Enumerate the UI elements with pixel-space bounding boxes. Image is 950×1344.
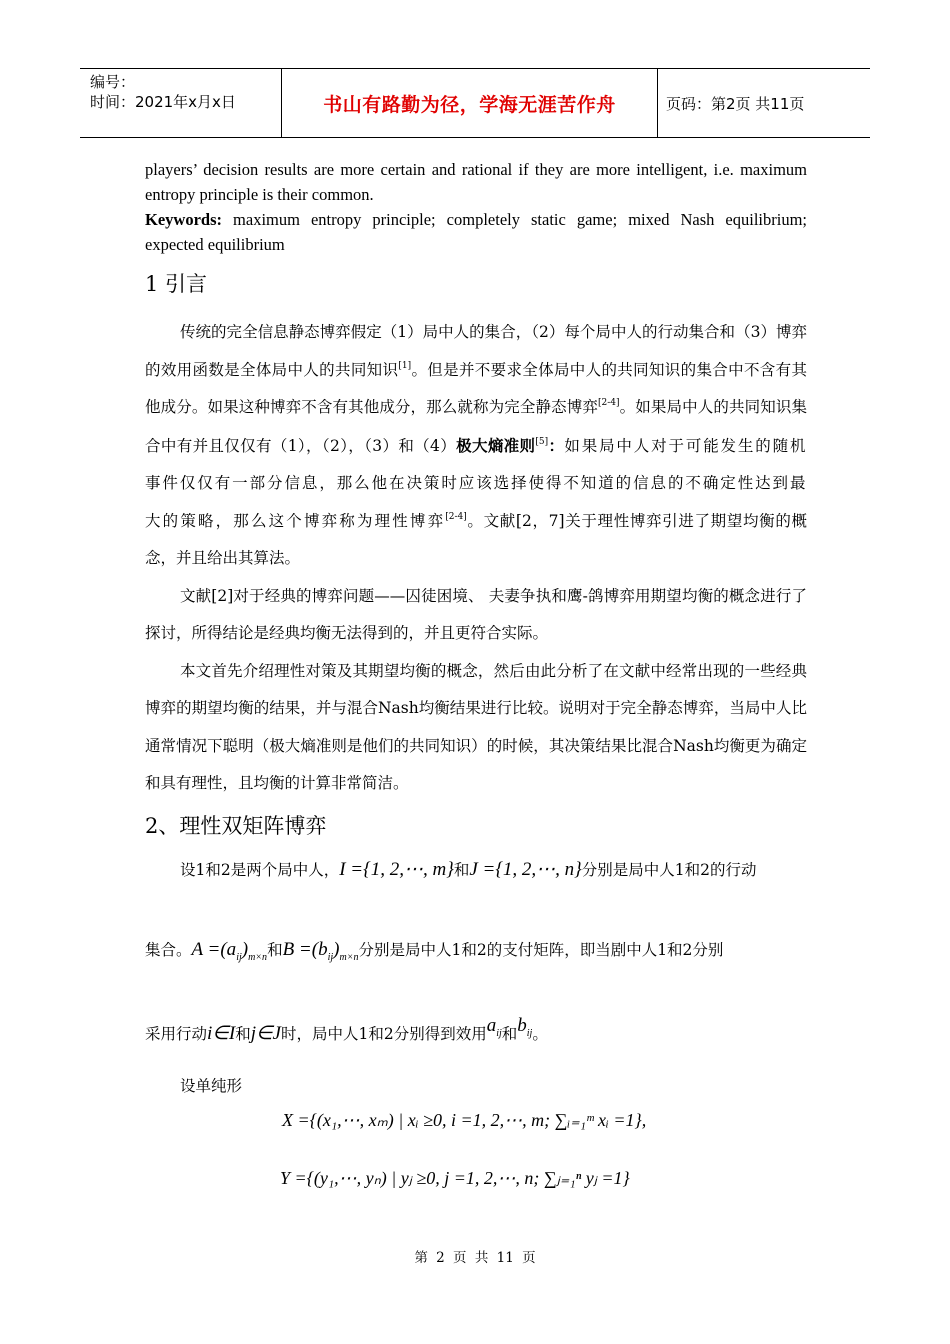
section1-paragraph-3: 本文首先介绍理性对策及其期望均衡的概念，然后由此分析了在文献中经常出现的一些经典博弈的期望均衡的结果，并与混合Nash均衡结果进行比较。说明对于完全静态博弈，当局中人比通常情况下聪明（极大熵准则是他们的共同知识）的时候，其决策结果比混合Nash均衡更为确定和具有理性，且均衡的计算非常简洁。: [145, 661, 807, 792]
citation-2: [2-4]: [598, 398, 620, 408]
matrix-b-close: ): [333, 939, 340, 960]
aij-sub: ij: [496, 1027, 502, 1039]
p1-kai-definition: 如果局中人对于可能发生的随机事件仅仅有一部分信息，那么他在决策时应该选择使得不知道的信息的不确定性达到最大的策略，那么这个博弈称为理性博弈: [145, 436, 807, 530]
citation-4: [2-4]: [445, 511, 467, 522]
p1-text-d: 。文献[2，7]关于理性博弈引进了期望均衡的概念，并且给出其算法。: [145, 511, 807, 567]
matrix-b-dim: m×n: [339, 951, 359, 963]
l3-text-c: 时，局中人1和2分别得到效用: [280, 1025, 487, 1043]
header-motto: 书山有路勤为径，学海无涯苦作舟: [282, 69, 658, 137]
section2-line-1: [180, 858, 820, 881]
l3-text-d: 和: [501, 1025, 518, 1043]
abstract-tail: [145, 157, 807, 257]
matrix-a-head: A =(a: [191, 939, 237, 960]
equation-x: X ={(x₁,⋯, xₘ) | xᵢ ≥0, i =1, 2,⋯, m; ∑ᵢ₌₁ᵐ xᵢ =1},: [282, 1110, 647, 1130]
header-page-label: 页码：第2页 共11页: [666, 94, 805, 113]
section1-paragraph-1: [145, 314, 807, 578]
p1-text-a: 传统的完全信息静态博弈假定（1）局中人的集合，（2）每个局中人的行动集合和（3）博弈的效用函数是全体局中人的共同知识: [145, 323, 807, 379]
aij-head: a: [486, 1015, 497, 1036]
p1-text-c: 。如果局中人的共同知识集合中有并且仅仅有（1），（2），（3）和（4）: [145, 398, 807, 455]
l2-text-c: 分别是局中人1和2的支付矩阵，即当剧中人1和2分别: [358, 941, 724, 959]
math-matrix-b: [282, 939, 359, 963]
section1-paragraph-2: 文献[2]对于经典的博弈问题——囚徒困境、 夫妻争执和鹰-鸽博弈用期望均衡的概念进行了探讨，所得结论是经典均衡无法得到的，并且更符合实际。: [145, 586, 807, 642]
l2-text-b: 和: [267, 941, 283, 959]
time-label: 时间：2021年x月x日: [90, 93, 236, 111]
l1-text-a: 设1和2是两个局中人，: [180, 861, 340, 879]
bij-sub: ij: [526, 1027, 533, 1039]
p1-colon: ：: [548, 435, 565, 455]
math-aij: [486, 1015, 502, 1039]
keywords-label: Keywords:: [145, 210, 222, 229]
section2-line-2: [145, 938, 807, 963]
math-matrix-a: [191, 939, 268, 963]
citation-1: [1]: [398, 360, 412, 371]
section2-title: 2、理性双矩阵博弈: [145, 814, 327, 838]
math-bij: [517, 1015, 533, 1039]
l3-text-e: 。: [532, 1025, 548, 1043]
bij-head: b: [517, 1015, 527, 1036]
page-header: [80, 68, 870, 138]
l3-text-b: 和: [235, 1025, 251, 1043]
number-label: 编号：: [90, 73, 136, 91]
l1-text-c: 分别是局中人1和2的行动: [581, 861, 757, 879]
math-i-in-i: i∈I: [207, 1023, 236, 1044]
header-left-cell: [80, 69, 282, 137]
section1-title: 1 引言: [145, 272, 208, 296]
section2-line-3: [145, 1015, 807, 1045]
l2-text-a: 集合。: [145, 941, 192, 959]
equation-y: Y ={(y₁,⋯, yₙ) | yⱼ ≥0, j =1, 2,⋯, n; ∑ⱼ₌₁ⁿ yⱼ =1}: [280, 1168, 630, 1188]
abstract-tail-text: players’ decision results are more certain and rational if they are more intelligent, i.e. maximum entropy principle is their common.: [145, 160, 807, 204]
section1-body: [145, 314, 807, 803]
matrix-a-dim: m×n: [248, 951, 268, 963]
matrix-b-sub: ij: [327, 951, 334, 963]
matrix-a-sub: ij: [236, 951, 242, 963]
math-set-i: I ={1, 2,⋯, m}: [339, 859, 454, 880]
math-set-j: J ={1, 2,⋯, n}: [469, 859, 582, 880]
p1-bold-term: 极大熵准则: [456, 435, 536, 455]
page-footer: 第 2 页 共 11 页: [414, 1250, 536, 1266]
simplex-label: 设单纯形: [180, 1077, 243, 1095]
keywords-line: [145, 207, 807, 257]
matrix-b-head: B =(b: [282, 939, 328, 960]
keywords-text: maximum entropy principle; completely static game; mixed Nash equilibrium; expected equilibrium: [145, 210, 807, 254]
matrix-a-close: ): [241, 939, 249, 960]
citation-3: [5]: [535, 436, 549, 447]
l1-text-b: 和: [453, 861, 470, 879]
p1-text-b: 。但是并不要求全体局中人的共同知识的集合中不含有其他成分。如果这种博弈不含有其他成分，那么就称为完全静态博弈: [145, 360, 807, 416]
l3-text-a: 采用行动: [145, 1025, 208, 1043]
math-j-in-j: j∈J: [250, 1023, 281, 1044]
